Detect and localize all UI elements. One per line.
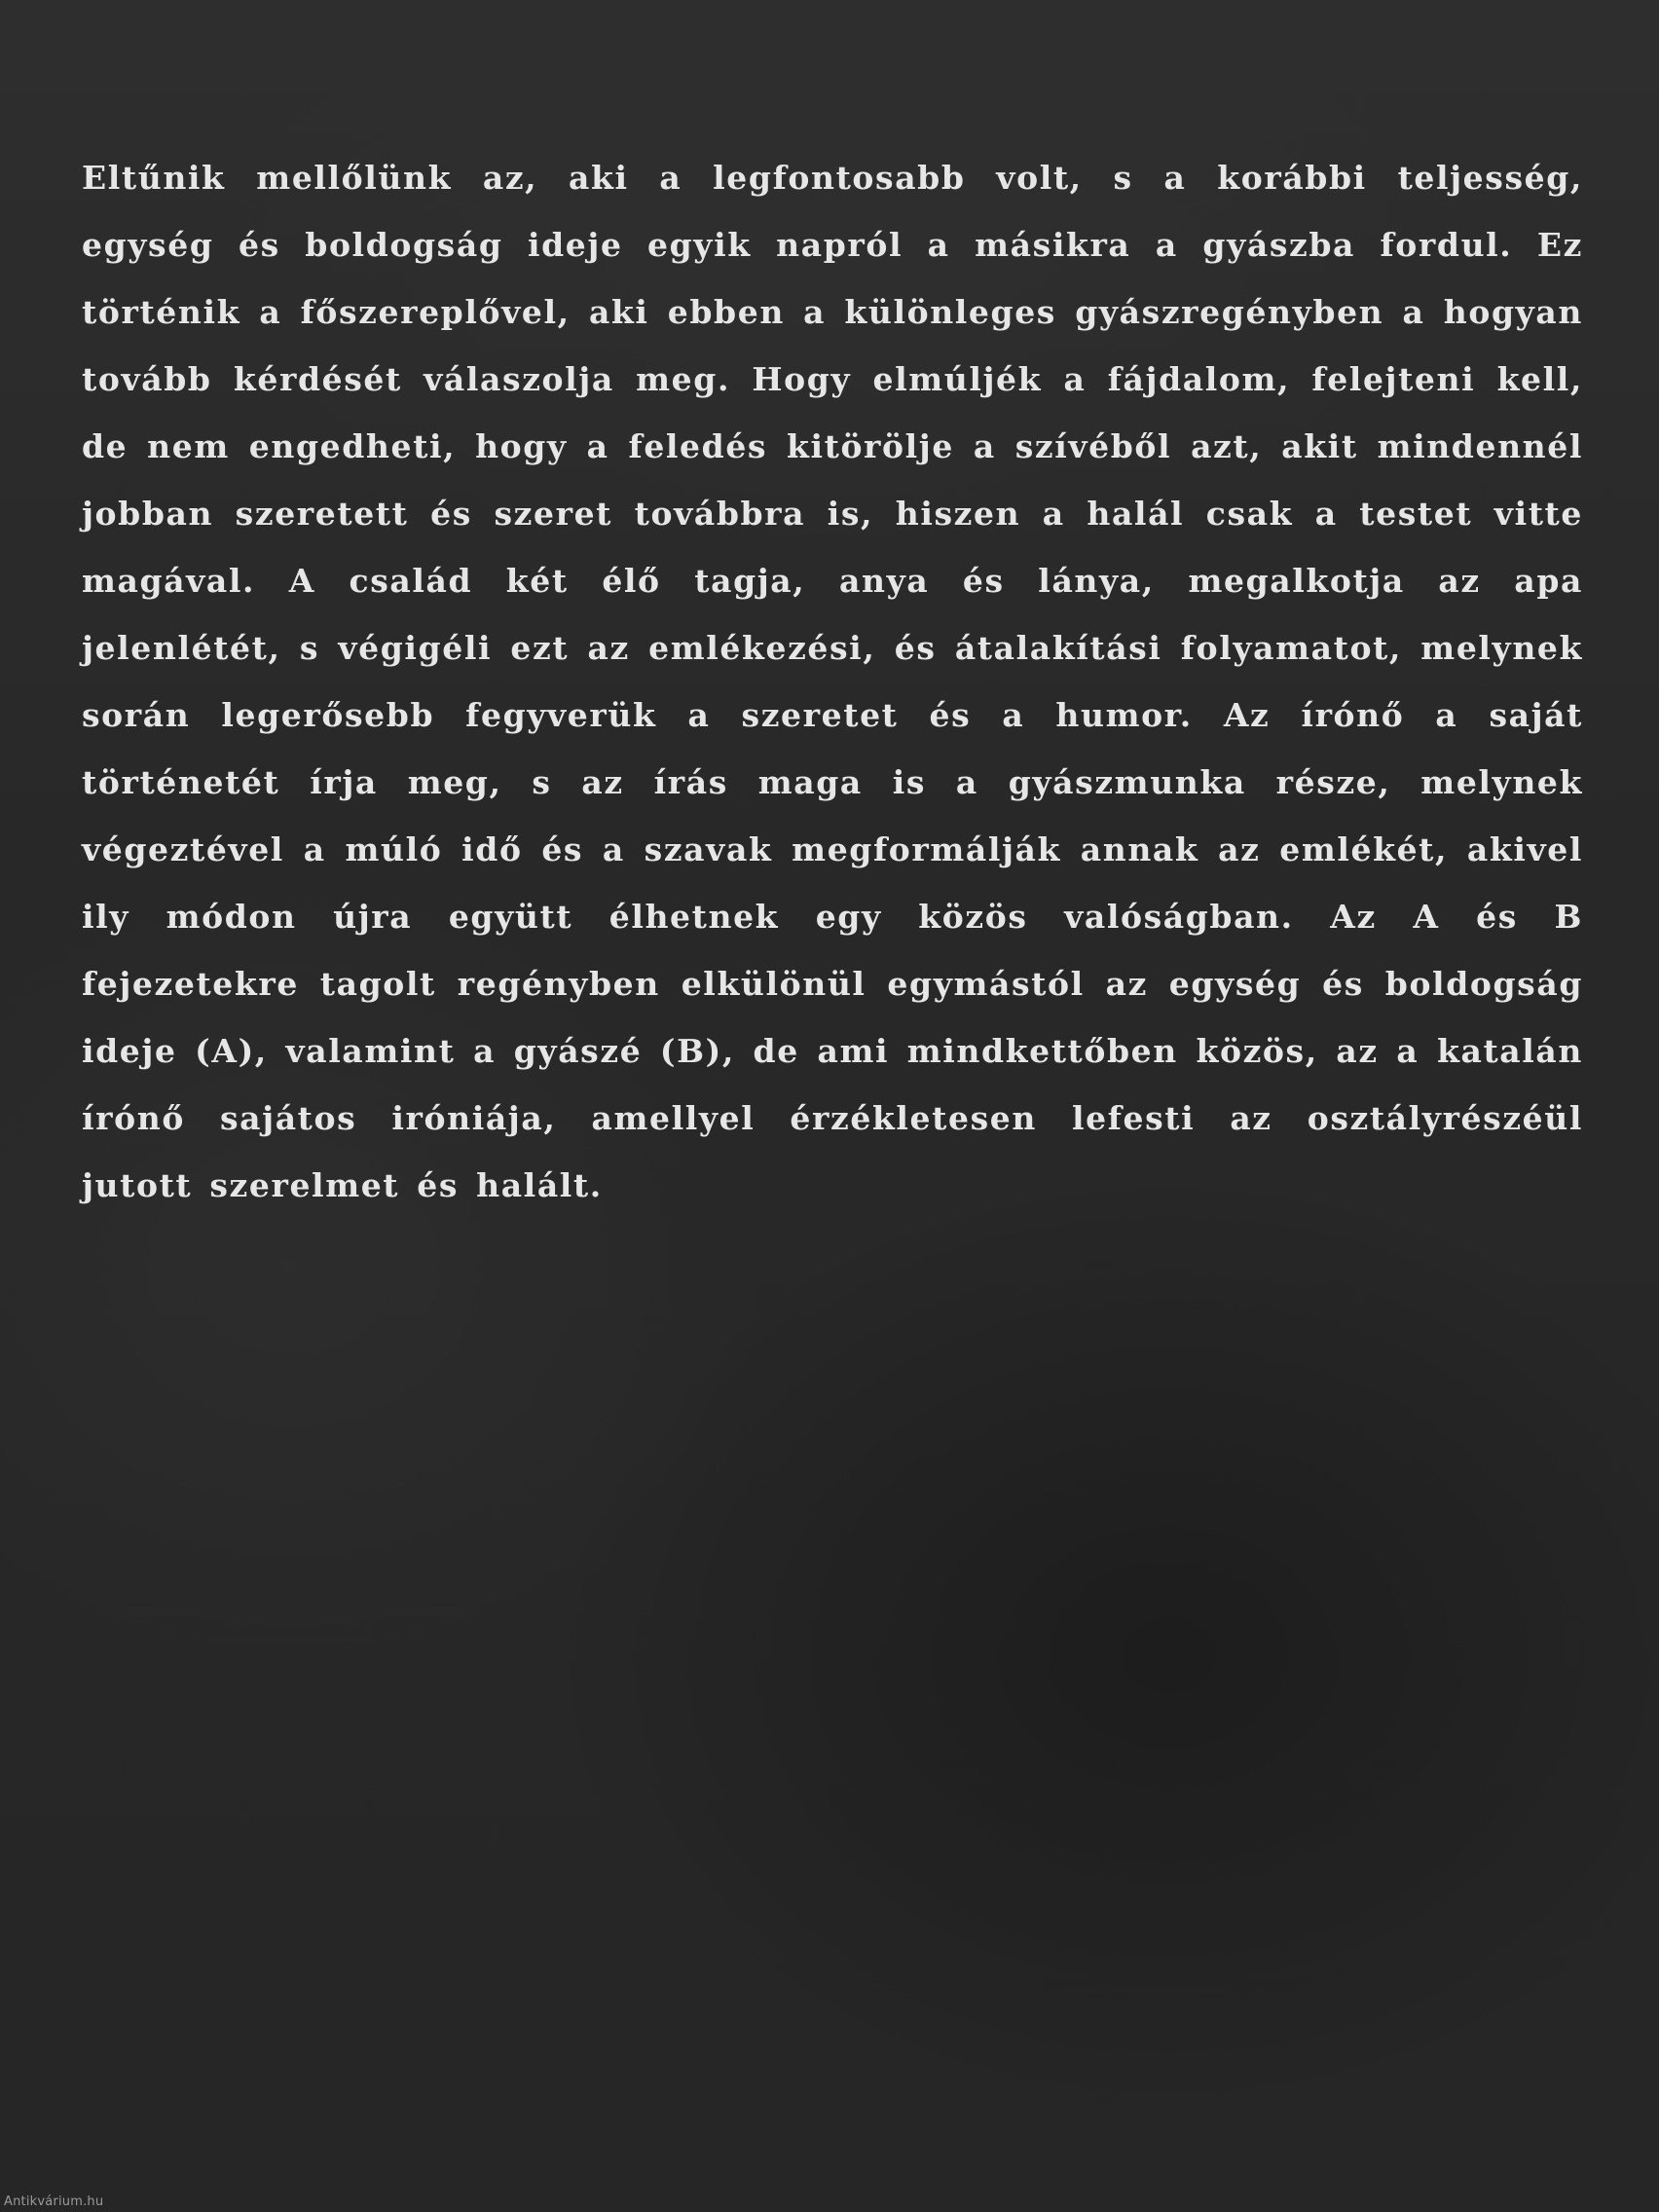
watermark: Antikvárium.hu — [4, 2194, 104, 2209]
blurb-text: Eltűnik mellőlünk az, aki a legfontosabb volt, s a korábbi teljesség, egység és boldogság ideje egyik napról a másikra a gyászba fordul. Ez történik a főszereplővel, aki ebben a különleges gyászregényben a hogyan tovább kérdését válaszolja meg. Hogy elmúljék a fájdalom, felejteni kell, de nem engedheti, hogy a feledés kitörölje a szívéből azt, akit mindennél jobban szeretett és szeret továbbra is, hiszen a halál csak a testet vitte magával. A család két élő tagja, anya és lánya, megalkotja az apa jelenlétét, s végigéli ezt az emlékezési, és átalakítási folyamatot, melynek során legerősebb fegyverük a szeretet és a humor. Az írónő a saját történetét írja meg, s az írás maga is a gyászmunka része, melynek végeztével a múló idő és a szavak megformálják annak az emlékét, akivel ily módon újra együtt élhetnek egy közös valóságban. Az A és B fejezetekre tagolt regényben elkülönül egymástól az egység és boldogság ideje (A), valamint a gyászé (B), de ami mindkettőben közös, az a katalán írónő sajátos iróniája, amellyel érzékletesen lefesti az osztályrészéül jutott szerelmet és halált. — [82, 159, 1583, 1204]
